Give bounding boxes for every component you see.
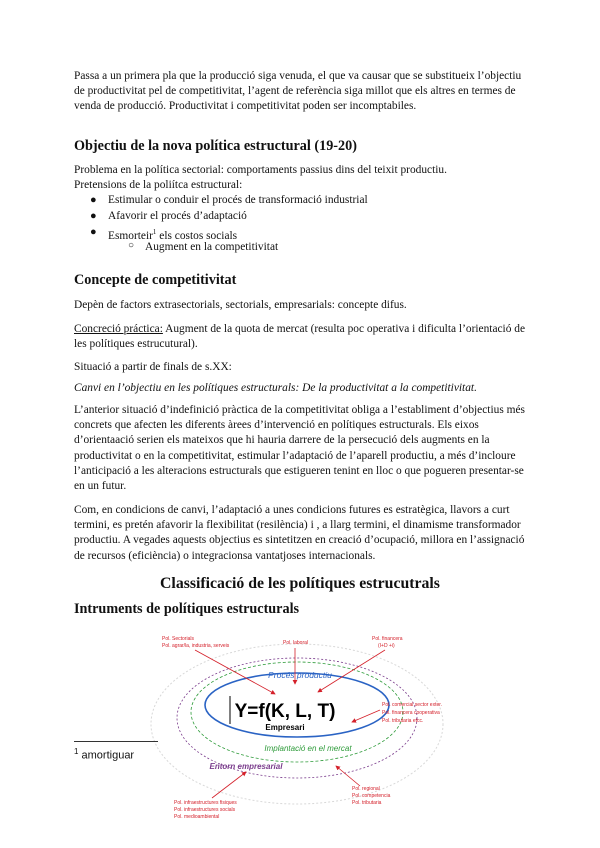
empresari-label: Empresari [265, 723, 305, 732]
bullet-text: Esmorteir [108, 229, 153, 242]
label-sectorials-sub: Pol. agrar/la, industria, serveis [162, 643, 230, 649]
label-comercial: Pol. comercial sector exter. [382, 702, 443, 708]
bullet-icon: ● [90, 226, 97, 238]
footnote-text: amortiguar [81, 749, 135, 762]
implantacio-label: Implantació en el mercat [264, 744, 352, 753]
arrow-sectorials [195, 650, 275, 694]
paragraph-condicions: Com, en condicions de canvi, l’adaptació a unes condicions futures es estratègica, llavors a curt termini, es pretén afavorir la flexibilitat (resilència) i , a llarg termini, el dinamisme transformador productiu. A vegades aquests objectius es sintetitzen en creació d’ocupació, millora en l’assignació de recursos (eficiència) o integracionsa vantatjoses internacionals. [74, 504, 525, 562]
section-title-competitivitat: Concepte de competitivitat [74, 272, 237, 288]
heading-classificacio: Classificació de les polítiques estrucutrals [160, 575, 440, 592]
arrow-infra [212, 772, 246, 798]
label-sectorials: Pol. Sectorials [162, 636, 194, 642]
heading-instruments: Intruments de polítiques estructurals [74, 601, 300, 617]
bullet-item: Estimular o conduir el procés de transformació industrial [108, 194, 368, 206]
subbullet-item: Augment en la competitivitat [145, 241, 279, 253]
problem-line: Problema en la política sectorial: comportaments passius dins del teixit productiu. [74, 164, 447, 176]
footnote-number: 1 [74, 747, 79, 756]
label-tributaria-bottom: Pol. tributaria [352, 800, 382, 806]
production-formula: Y=f(K, L, T) [234, 701, 336, 722]
label-infra-socials: Pol. infraestructures socials [174, 807, 236, 813]
paragraph-factors: Depèn de factors extrasectorials, sectorials, empresarials: concepte difus. [74, 299, 407, 311]
paragraph-situacio: Situació a partir de finals de s.XX: [74, 361, 232, 373]
label-medioambiental: Pol. medioambiental [174, 814, 220, 820]
footnote [74, 747, 134, 762]
concrecio-text: Augment de la quota de mercat (resulta poc operativa i dificulta l’orientació de les polítiques estrucutural). [74, 323, 526, 351]
circle-bullet-icon: ○ [128, 240, 135, 251]
bullet-item: Afavorir el procés d’adaptació [108, 210, 247, 222]
entorn-label: Entorn empresarial [209, 762, 283, 771]
label-idi: (I+D +i) [378, 643, 395, 649]
label-tributaria-right: Pol. tributaria etcc. [382, 718, 424, 724]
label-infra-fisiques: Pol. infraestructures fisiques [174, 800, 237, 806]
label-laboral: Pol. laboral [283, 640, 309, 646]
bullet-icon: ● [90, 210, 97, 222]
footnote-separator [74, 741, 158, 742]
instruments-diagram [150, 626, 450, 842]
arrow-comercial [352, 710, 380, 722]
label-regional: Pol. regional [352, 786, 380, 792]
paragraph-concrecio [74, 322, 528, 352]
paragraph-canvi: Canvi en l’objectiu en les polítiques estructurals: De la productivitat a la competitivitat. [74, 382, 477, 394]
concrecio-label: Concreció práctica: [74, 323, 163, 335]
arrow-regional [336, 766, 360, 786]
bullet-icon: ● [90, 194, 97, 206]
footnote-ref[interactable]: 1 [152, 228, 157, 236]
intro-paragraph: Passa a un primera pla que la producció siga venuda, el que va causar que se substitueix l’objectiu de productivitat pel de competitivitat, l’agent de referència siga millot que els altres en termes de venda de producció. Productivitat i competitivitat poden ser incomptabiles. [74, 70, 522, 113]
label-financera-coop: Pol. financera cooperativa [382, 710, 440, 716]
pretensions-line: Pretensions de la poliítca estructural: [74, 179, 243, 191]
label-competencia: Pol. competencia [352, 793, 391, 799]
proces-label: Procés productiu [268, 670, 332, 680]
label-financera: Pol. financera [372, 636, 403, 642]
paragraph-indefinicio: L’anterior situació d’indefinició pràctica de la competitivitat obliga a l’establiment d’objectius més concrets que afecten les diferents àrees d’intervenció en polítiques estructurals. Els eixos d’orientaació serien els mateixos que hi hauria darrere de la persecució dels augments en la productivitat o en la competitivitat, estimular l’adaptació de l’aparell productiu, a més d’incloure l’anticipació a les alteracions estructurals que estigueren tenint en lloc o que pogueren presentar-se en un futur. [74, 404, 525, 493]
section-title-objectiu: Objectiu de la nova política estructural (19-20) [74, 138, 357, 154]
bullet-text: els costos socials [159, 229, 238, 242]
